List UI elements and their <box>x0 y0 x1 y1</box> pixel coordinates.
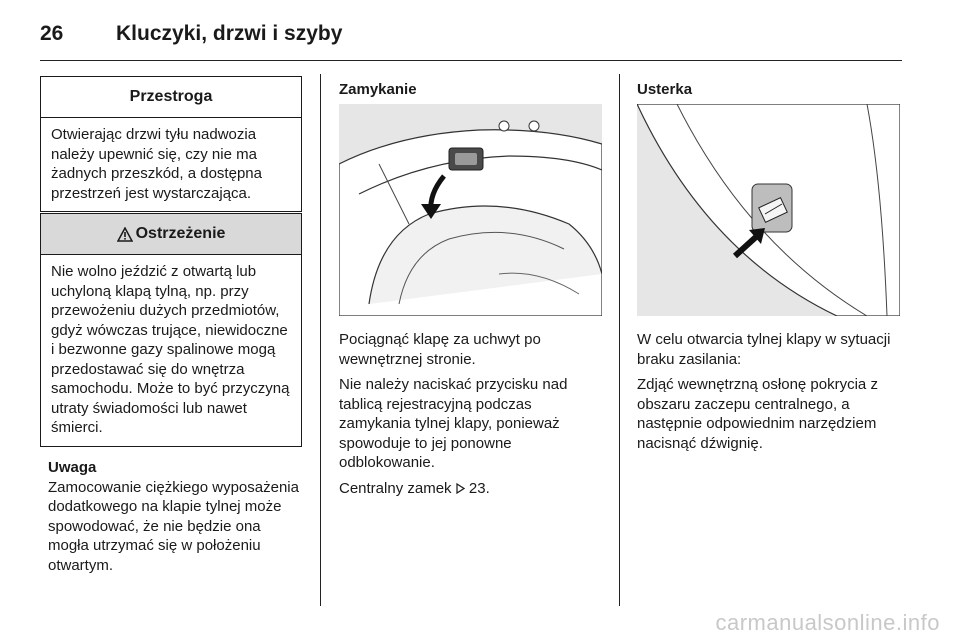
closing-heading-wrap <box>339 80 604 100</box>
fault-heading: Usterka <box>637 81 693 98</box>
note-text: Zamocowanie ciężkiego wyposażenia dodatkowego na klapie tylnej może spowodować, że nie będzie ona mogła utrzymać się w położeniu otwartym. <box>48 478 299 574</box>
closing-ref-text: Centralny zamek <box>339 479 452 497</box>
column-divider-1 <box>320 74 321 606</box>
fault-paragraph-1: W celu otwarcia tylnej klapy w sytuacji braku zasilania: <box>637 331 891 368</box>
header-rule <box>40 60 902 61</box>
warning-text: Nie wolno jeździć z otwartą lub uchyloną klapą tylną, np. przy przewożeniu dużych przedmiotów, gdyż wówczas trujące, niewidoczne i bezwonne gazy spalinowe mogą przedostawać się do wnętrza samochodu. Może to być przyczyną utraty świadomości lub nawet śmierci. <box>51 263 290 436</box>
note-heading: Uwaga <box>48 459 97 476</box>
closing-text <box>339 330 604 504</box>
warning-triangle-icon <box>117 227 133 242</box>
caution-title: Przestroga <box>41 77 301 118</box>
closing-heading: Zamykanie <box>339 81 417 98</box>
note-section <box>48 458 302 581</box>
fault-text <box>637 330 905 459</box>
fault-illustration <box>637 104 900 316</box>
caution-text: Otwierając drzwi tyłu nadwozia należy upewnić się, czy nie ma żadnych przeszkód, a dostępna przestrzeń jest wystarczająca. <box>51 126 262 202</box>
watermark: carmanualsonline.info <box>715 610 940 635</box>
page-header <box>40 14 342 54</box>
warning-header <box>41 214 301 255</box>
fault-heading-wrap <box>637 80 905 100</box>
closing-paragraph-3 <box>339 479 604 499</box>
caution-box <box>40 76 302 212</box>
closing-paragraph-1: Pociągnąć klapę za uchwyt po wewnętrznej stronie. <box>339 331 541 368</box>
page-number: 26 <box>40 22 64 45</box>
arrow-reference-icon <box>456 480 469 497</box>
closing-ref-page: 23. <box>468 479 490 497</box>
page-title: Kluczyki, drzwi i szyby <box>116 22 343 45</box>
closing-paragraph-2: Nie należy naciskać przycisku nad tablicą rejestracyjną podczas zamykania tylnej klapy, ponieważ spowoduje to jej ponowne odblokowanie. <box>339 376 568 471</box>
fault-paragraph-2: Zdjąć wewnętrzną osłonę pokrycia z obszaru zaczepu centralnego, a następnie odpowiednim narzędziem nacisnąć dźwignię. <box>637 376 878 452</box>
warning-title: Ostrzeżenie <box>135 225 226 242</box>
closing-illustration <box>339 104 602 316</box>
column-divider-2 <box>619 74 620 606</box>
warning-box <box>40 213 302 447</box>
